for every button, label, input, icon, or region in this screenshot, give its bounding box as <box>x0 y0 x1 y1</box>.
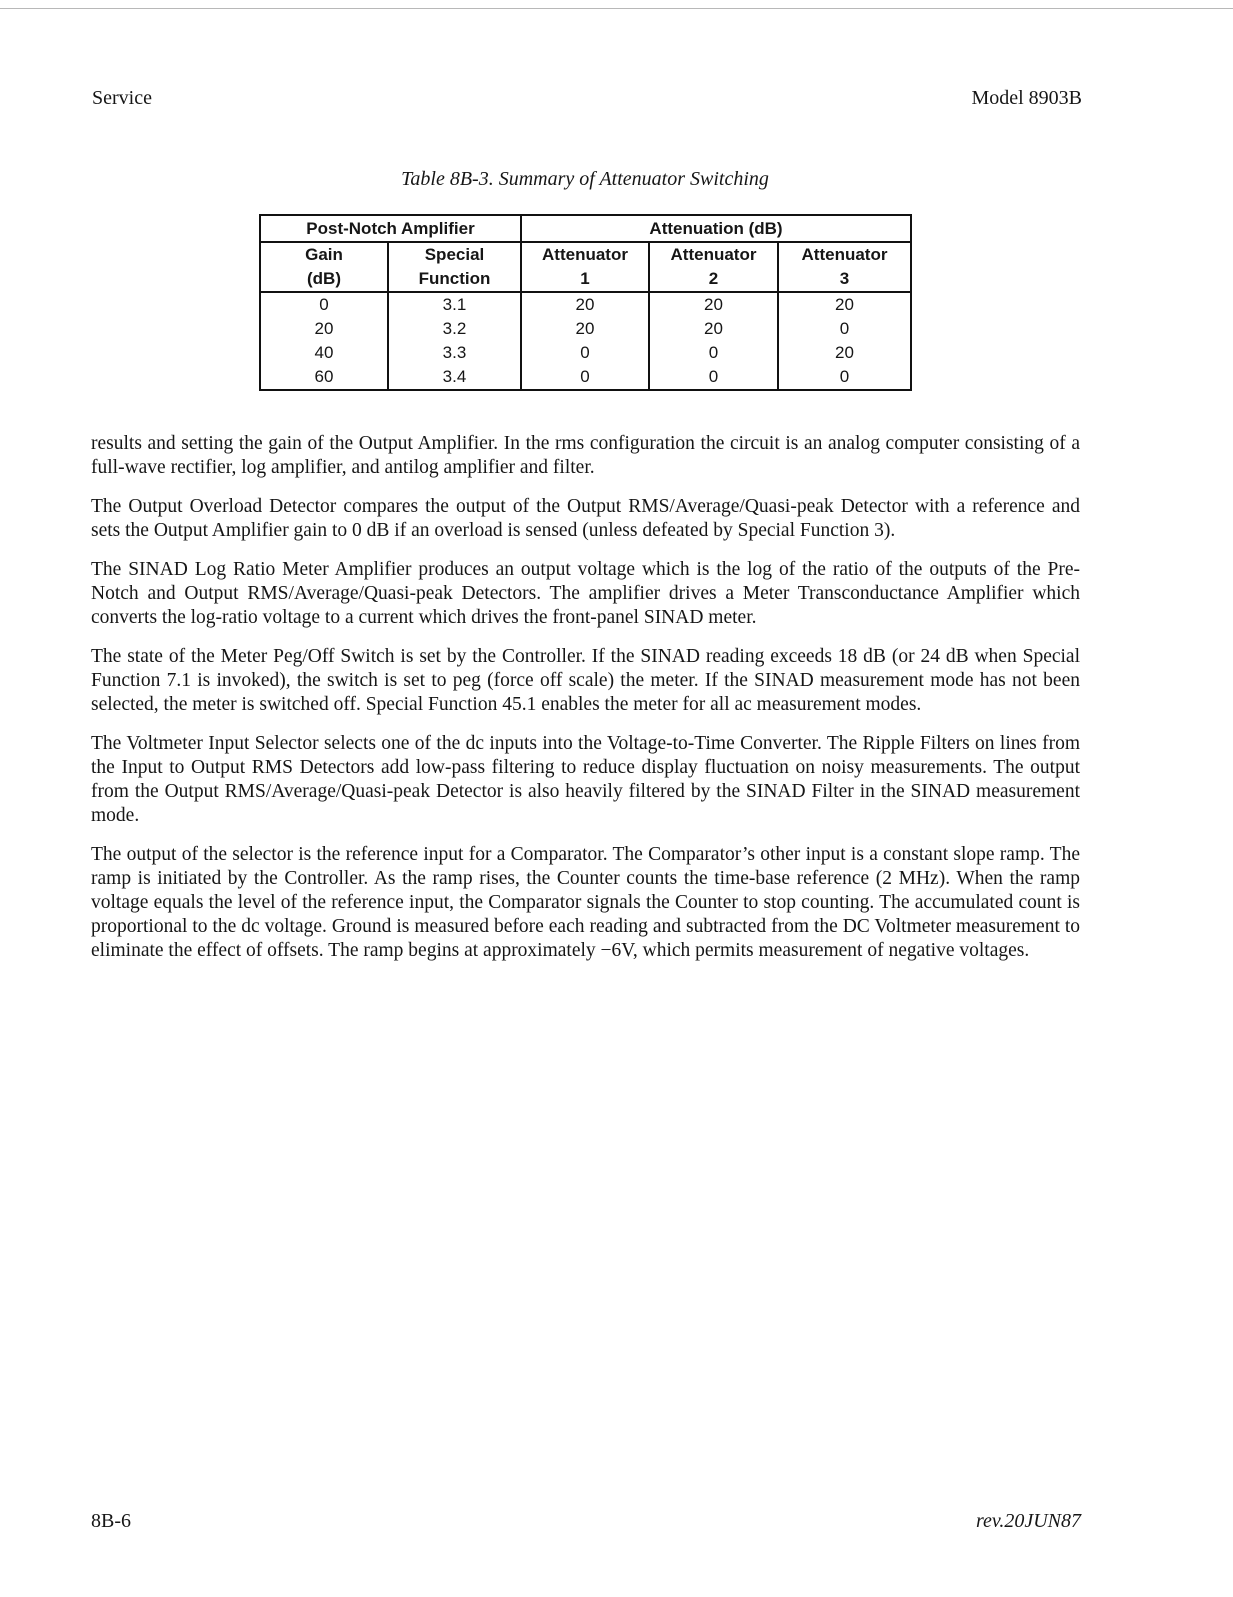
table-row <box>260 341 911 365</box>
table-cell: 0 <box>778 365 911 390</box>
table-cell: 3.2 <box>388 317 521 341</box>
column-header-attenuator-2 <box>649 242 778 292</box>
column-header-special-function <box>388 242 521 292</box>
running-head-section: Service <box>92 87 152 109</box>
table-cell: 20 <box>649 292 778 317</box>
table-cell: 0 <box>521 341 649 365</box>
table-cell: 20 <box>778 292 911 317</box>
table-cell: 20 <box>521 292 649 317</box>
paragraph-rms-configuration: results and setting the gain of the Output Amplifier. In the rms configuration the circuit is an analog computer consisting of a full-wave rectifier, log amplifier, and antilog amplifier and filter. <box>91 433 1080 478</box>
table-cell: 40 <box>260 341 388 365</box>
running-head-model: Model 8903B <box>971 87 1082 109</box>
paragraph-output-overload-detector: The Output Overload Detector compares the output of the Output RMS/Average/Quasi-peak Detector with a reference and sets the Output Amplifier gain to 0 dB if an overload is sensed (unless defeated by Special Function 3). <box>91 496 1080 541</box>
column-header-line: 2 <box>708 269 719 288</box>
paragraph-sinad-log-ratio: The SINAD Log Ratio Meter Amplifier produces an output voltage which is the log of the ratio of the outputs of the Pre-Notch and Output RMS/Average/Quasi-peak Detectors. The amplifier drives a Meter Transconductance Amplifier which converts the log-ratio voltage to a current which drives the front-panel SINAD meter. <box>91 559 1080 628</box>
top-rule <box>0 8 1233 9</box>
column-header-line: Attenuator <box>542 245 628 264</box>
table-caption: Table 8B-3. Summary of Attenuator Switching <box>401 168 769 190</box>
table-cell: 20 <box>521 317 649 341</box>
table-group-header-row <box>260 215 911 242</box>
column-header-line: (dB) <box>307 269 341 288</box>
body-text <box>91 432 1080 978</box>
column-header-attenuator-3 <box>778 242 911 292</box>
table-cell: 0 <box>778 317 911 341</box>
column-header-line: Special <box>424 245 485 264</box>
column-header-line: Attenuator <box>670 245 757 264</box>
column-header-line: Gain <box>305 245 343 264</box>
paragraph-comparator: The output of the selector is the reference input for a Comparator. The Comparator’s other input is a constant slope ramp. The ramp is initiated by the Controller. As the ramp rises, the Counter counts the time-base reference (2 MHz). When the ramp voltage equals the level of the reference input, the Comparator signals the Counter to stop counting. The accumulated count is proportional to the dc voltage. Ground is measured before each reading and subtracted from the DC Voltmeter measurement to eliminate the effect of offsets. The ramp begins at approximately −6V, which permits measurement of negative voltages. <box>91 844 1080 961</box>
paragraph-voltmeter-input-selector: The Voltmeter Input Selector selects one of the dc inputs into the Voltage-to-Time Converter. The Ripple Filters on lines from the Input to Output RMS Detectors add low-pass filtering to reduce display fluctuation on noisy measurements. The output from the Output RMS/Average/Quasi-peak Detector is also heavily filtered by the SINAD Filter in the SINAD measurement mode. <box>91 733 1080 826</box>
table-cell: 3.3 <box>388 341 521 365</box>
table-cell: 0 <box>649 365 778 390</box>
column-header-line: Attenuator <box>801 245 888 264</box>
attenuator-switching-table <box>259 214 912 391</box>
table-cell: 0 <box>260 292 388 317</box>
page-number: 8B-6 <box>91 1510 131 1532</box>
column-header-gain <box>260 242 388 292</box>
revision-date: rev.20JUN87 <box>976 1510 1081 1532</box>
table-cell: 20 <box>778 341 911 365</box>
group-header-attenuation: Attenuation (dB) <box>521 215 911 242</box>
column-header-line: 3 <box>839 269 850 288</box>
table-cell: 20 <box>649 317 778 341</box>
table-row <box>260 365 911 390</box>
table-cell: 0 <box>521 365 649 390</box>
table-cell: 0 <box>649 341 778 365</box>
column-header-line: 1 <box>580 269 590 288</box>
table-column-header-row <box>260 242 911 292</box>
table-row <box>260 317 911 341</box>
table-row <box>260 292 911 317</box>
group-header-post-notch: Post-Notch Amplifier <box>260 215 521 242</box>
column-header-line: Function <box>418 269 491 288</box>
table-cell: 3.4 <box>388 365 521 390</box>
column-header-attenuator-1 <box>521 242 649 292</box>
table-cell: 3.1 <box>388 292 521 317</box>
table-cell: 20 <box>260 317 388 341</box>
paragraph-meter-peg-off: The state of the Meter Peg/Off Switch is set by the Controller. If the SINAD reading exceeds 18 dB (or 24 dB when Special Function 7.1 is invoked), the switch is set to peg (force off scale) the meter. If the SINAD measurement mode has not been selected, the meter is switched off. Special Function 45.1 enables the meter for all ac measurement modes. <box>91 646 1080 715</box>
table-cell: 60 <box>260 365 388 390</box>
